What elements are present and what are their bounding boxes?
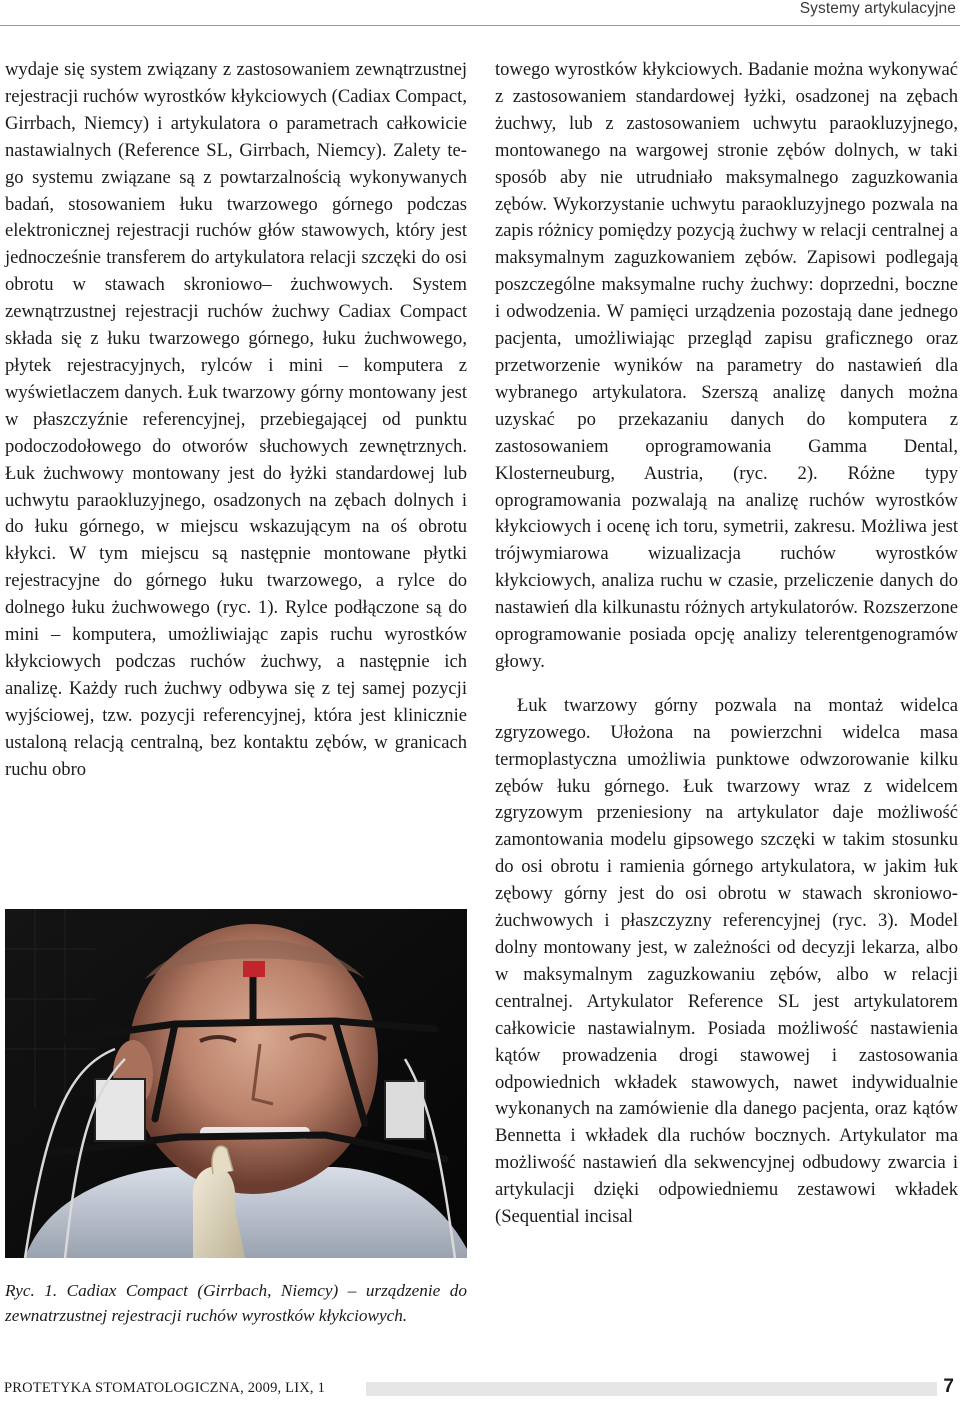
page-footer (0, 1378, 960, 1401)
footer-bar (366, 1382, 937, 1396)
paragraph-gap (495, 676, 958, 693)
figure-photo-cadiax-compact (5, 909, 467, 1258)
right-paragraph-1: towego wyrostków kłykciowych. Badanie można wykonywać z zastosowaniem standardowej łyżki, osadzonej na zębach żuchwy, lub z zastosowaniem uchwytu paraokluzyjnego, montowanego na wargowej stronie zębów dolnych, w taki sposób aby nie utrudniało maksymalnego zaguzkowania zębów. Wykorzystanie uchwytu paraokluzyjnego pozwala na zapis różnicy pomiędzy pozycją żuchwy w relacji centralnej a maksymalnym zaguzkowaniem zębów. Zapisowi podlegają poszczególne maksymalne ruchy żuchwy: doprzedni, boczne i odwodzenia. W pamięci urządzenia pozostają dane jednego pacjenta, umożliwiając przegląd zapisu graficznego oraz przetworzenie wyników na parametry do nastawień dla wybranego artykulatora. Szerszą analizę danych można uzyskać po przekazaniu danych do komputera z zastosowaniem oprogramowania Gamma Dental, Klosterneuburg, Austria, (ryc. 2). Różne typy oprogramowania pozwalają na analizę ruchów wyrostków kłykciowych i ocenę ich toru, symetrii, zakresu. Możliwa jest trójwymiarowa wizualizacja ruchów wyrostków kłykciowych, analiza ruchu w czasie, przeliczenie danych do nastawień dla kilkunastu różnych artykulatorów. Rozszerzone oprogramowanie posiada opcję analizy telerentgenogramów głowy. (495, 59, 958, 672)
left-paragraph-1: wydaje się system związany z zastosowaniem zewnątrzustnej rejestracji ruchów wyrostków kłykciowych (Cadiax Compact, Girrbach, Niemcy) i artykulatora o parametrach całkowicie nastawialnych (Reference SL, Girrbach, Niemcy). Zalety tego systemu związane są z powtarzalnością wykonywanych badań, stosowaniem łuku twarzowego górnego podczas elektronicznej rejestracji ruchów głów stawowych, który jest jednocześnie transferem do artykulatora relacji szczęki do osi obrotu w stawach skroniowo– żuchwowych. System zewnątrzustnej rejestracji ruchów żuchwy Cadiax Compact składa się z łuku twarzowego górnego, łuku żuchwowego, płytek rejestracyjnych, rylców i mini – komputera z wyświetlaczem danych. Łuk twarzowy górny montowany jest w płaszczyźnie referencyjnej, przebiegającej od punktu podoczodołowego do otworów słuchowych zewnętrznych. Łuk żuchwowy montowany jest do łyżki standardowej lub uchwytu paraokluzyjnego, osadzonych na zębach dolnych i do łuku górnego, w miejscu wskazującym na oś obrotu kłykci. W tym miejscu są następnie montowane płytki rejestracyjne do górnego łuku twarzowego, a rylce do dolnego łuku żuchwowego (ryc. 1). Rylce podłączone są do mini – komputera, umożliwiając zapis ruchu wyrostków kłykciowych podczas ruchów żuchwy, a następnie ich analizę. Każdy ruch żuchwy odbywa się z tej samej pozycji wyjściowej, tzw. pozycji referencyjnej, która jest klinicznie ustaloną relacją centralną, bez kontaktu zębów, w granicach ruchu obro (5, 59, 467, 780)
running-head-title: Systemy artykulacyjne (799, 0, 956, 17)
patient-photo (5, 909, 467, 1258)
header-rule (0, 25, 960, 26)
running-head (0, 0, 960, 26)
journal-citation: PROTETYKA STOMATOLOGICZNA, 2009, LIX, 1 (4, 1380, 326, 1396)
right-paragraph-2: Łuk twarzowy górny pozwala na montaż widelca zgryzowego. Ułożona na powierzchni widelca masa termoplastyczna umożliwia punktowe odwzorowanie kilku zębów łuku górnego. Łuk twarzowy wraz z widelcem zgryzowym przeniesiony na artykulator daje możliwość zamontowania modelu gipsowego szczęki w takim stosunku do osi obrotu i ramienia górnego artykulatora, w jakim łuk zębowy górny jest do osi obrotu w stawach skroniowo-żuchwowych i płaszczyzny referencyjnej (ryc. 3). Model dolny montowany jest, w zależności od decyzji lekarza, albo w maksymalnym zaguzkowaniu zębów, albo w relacji centralnej. Artykulator Reference SL jest artykulatorem całkowicie nastawialnym. Posiada możliwość nastawienia kątów prowadzenia drogi stawowej i zastosowania odpowiednich wkładek stawowych, nawet indywidualnie wykonanych na zamówienie dla danego pacjenta, oraz kątów Bennetta i wkładek dla ruchów bocznych. Artykulator ma możliwość nastawień dla sekwencyjnej odbudowy zwarcia i artykulacji dzięki odpowiedniemu zestawowi wkładek (Sequential incisal (495, 694, 958, 1228)
figure-caption: Ryc. 1. Cadiax Compact (Girrbach, Niemcy) – urządzenie do zewnatrzustnej rejestracji ruchów wyrostków kłykciowych. (5, 1281, 467, 1325)
left-column (5, 57, 467, 783)
right-column (495, 57, 958, 1231)
page-number: 7 (943, 1376, 954, 1397)
